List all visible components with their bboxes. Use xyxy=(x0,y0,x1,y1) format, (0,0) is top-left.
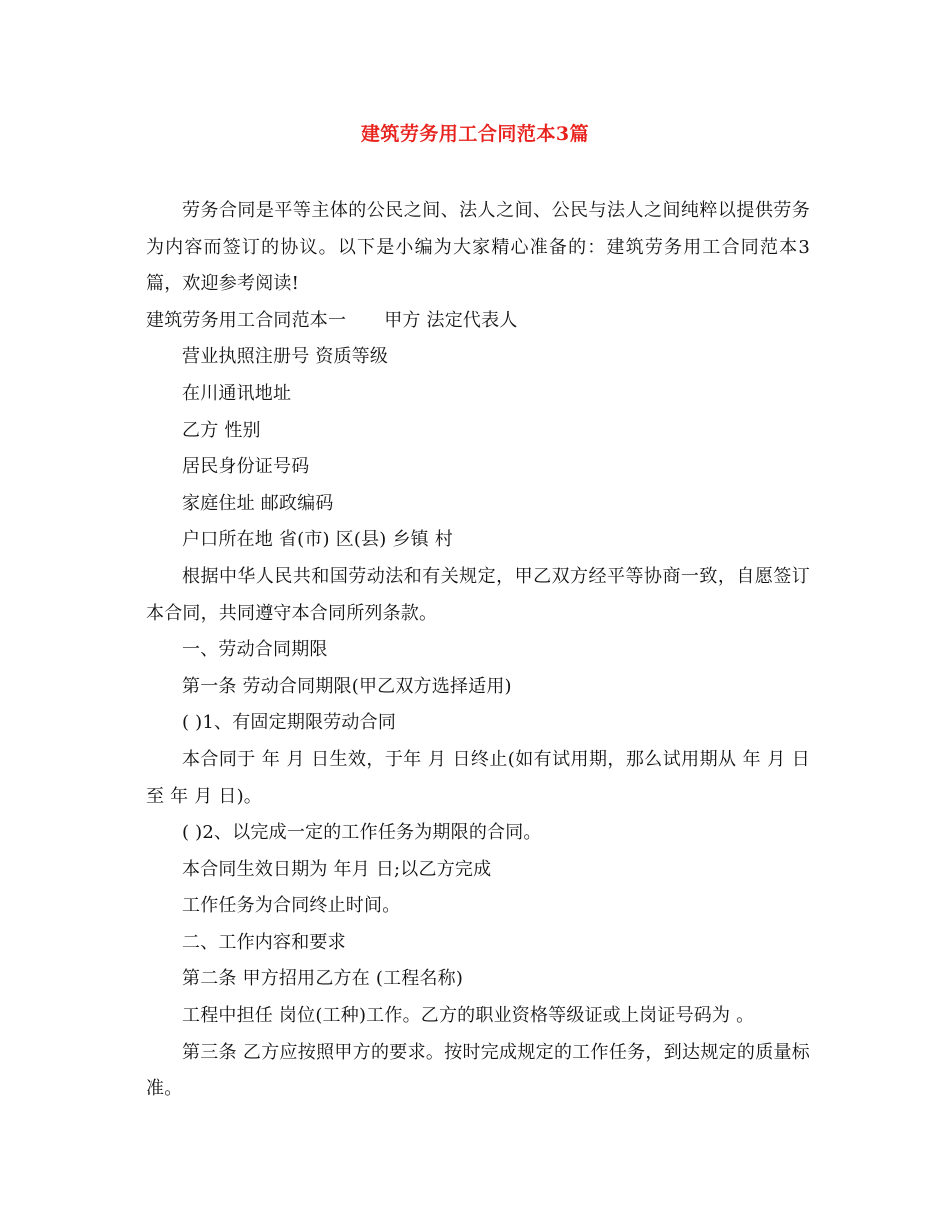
clause-effective-date: 本合同生效日期为 年月 日;以乙方完成 xyxy=(182,858,492,880)
document-body xyxy=(146,193,810,1108)
field-party-b: 乙方 性别 xyxy=(182,419,261,441)
clause-position: 工程中担任 岗位(工种)工作。乙方的职业资格等级证或上岗证号码为 。 xyxy=(182,1005,755,1027)
clause-heading-2: 二、工作内容和要求 xyxy=(182,931,346,953)
party-a-line: 甲方 法定代表人 xyxy=(384,309,518,331)
clause-article-2: 第二条 甲方招用乙方在 (工程名称) xyxy=(182,968,464,990)
field-id-number: 居民身份证号码 xyxy=(182,456,310,478)
field-business-license: 营业执照注册号 资质等级 xyxy=(182,346,389,368)
intro-paragraph: 劳务合同是平等主体的公民之间、法人之间、公民与法人之间纯粹以提供劳务为内容而签订的协议。以下是小编为大家精心准备的：建筑劳务用工合同范本3篇，欢迎参考阅读! xyxy=(146,200,810,295)
clause-termination: 工作任务为合同终止时间。 xyxy=(182,895,401,917)
document-title: 建筑劳务用工合同范本3篇 xyxy=(360,123,590,145)
clause-term-text: 本合同于 年 月 日生效，于年 月 日终止(如有试用期，那么试用期从 年 月 日至 年 月 日)。 xyxy=(146,748,810,807)
field-home-address: 家庭住址 邮政编码 xyxy=(182,492,334,514)
clause-heading-1: 一、劳动合同期限 xyxy=(182,639,328,661)
clause-option-1: ( )1、有固定期限劳动合同 xyxy=(182,712,397,734)
clause-article-3: 第三条 乙方应按照甲方的要求。按时完成规定的工作任务，到达规定的质量标准。 xyxy=(146,1041,810,1100)
clause-article-1: 第一条 劳动合同期限(甲乙双方选择适用) xyxy=(182,675,512,697)
section-heading: 建筑劳务用工合同范本一 xyxy=(146,309,347,331)
preamble-paragraph: 根据中华人民共和国劳动法和有关规定，甲乙双方经平等协商一致，自愿签订本合同，共同遵守本合同所列条款。 xyxy=(146,565,810,624)
section-heading-line xyxy=(146,303,810,340)
field-address: 在川通讯地址 xyxy=(182,382,292,404)
clause-option-2: ( )2、以完成一定的工作任务为期限的合同。 xyxy=(182,822,542,844)
field-hukou: 户口所在地 省(市) 区(县) 乡镇 村 xyxy=(182,529,453,551)
